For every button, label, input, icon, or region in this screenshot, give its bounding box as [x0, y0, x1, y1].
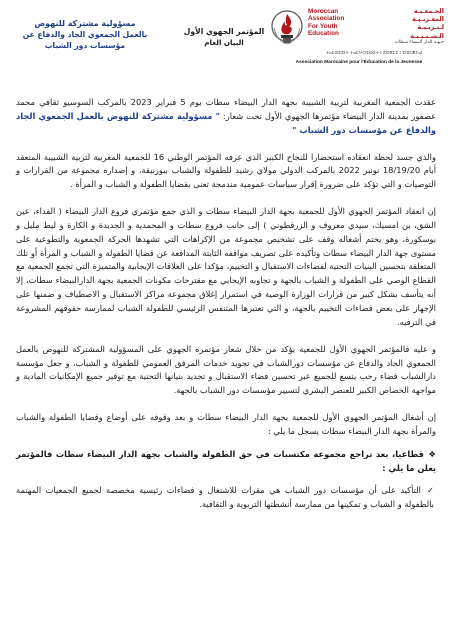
paragraph-diagnosis: إن انعقاد المؤتمر الجهوي الأول للجمعية بجهة الدار البيضاء سطات و الذي جمع مؤتمري فروع الدار البيضاء ( الفداء، عين الشق، بن امسيك، سيدي معروف و الزرقطوني ) إلى جانب فروع سطات و المحمدية و الجديدة و الكارة و ليط مليل و بوسكورة، وهو يختم أشغاله وقف على تشخيص مجموعة من الإكراهات التي تشهدها الحركة الجمعوية والتطوعية على مستوى جهة الدار البيضاء سطات وتأكيده على تصريف مواقفه الثابتة المدافعة عن قضايا الطفولة و الشباب و المرأة أو تلك المتعلقة بتحسين البنيات التحتية لفضاءات الاستقبال و التخييم، مؤكدا على العلاقات الإيجابية والمتميزة التي تجمع الجمعية مع القطاع الوصي على الطفولة و الشباب بالجهة و تجاوبه الإيجابي مع مقترحات مكونات الجمعية بجهة الدارالبيضاء سطات، إلا أنه يتأسف بشكل كبير من قرارات الوزارة الوصية في استمرار إغلاق مجموعة مراكز الاستقبال و الاصطياف و ضمنها على الإجهاز على بعض فضاءات التخييم بالجهة، و التي تعتبرها المتنفس الرئيسي للطفولة الشباب لممارسة حقوقهم المشروعة في الترفيه.: [16, 206, 436, 327]
statement-body: [16, 96, 436, 512]
recommendation-item: [16, 484, 436, 512]
slogan-line-1: مسؤولية مشتركة للنهوض: [34, 19, 136, 28]
sector-bullet: [16, 448, 436, 476]
document-title-block: [180, 26, 268, 48]
logo-tifinagh-name: ⵜⴰⵎⵙⵎⵓⵏⵜ ⵜⴰⵎⵖⵔⵉⴱⵉⵜ ⵏ ⵓⵙⴳⵎⵉ ⵏ ⵉⵏⴻⵎⵥⵢⴰⵏ: [325, 51, 423, 56]
statement-title: البيان العام: [204, 38, 244, 47]
paragraph-intro: [16, 96, 436, 138]
slogan-block: [10, 18, 160, 51]
slogan-line-2: بالعمل الجمعوي الجاد والدفاع عن: [22, 30, 148, 39]
logo-french-name: Association Marocaine pour l'Éducation de la Jeunesse: [295, 60, 423, 65]
logo-region: جـهـة الدار البيضاء سطات: [394, 39, 444, 45]
congress-slogan: " مسؤولية مشتركة للنهوض بالعمل الجمعوي الجاد والدفاع عن مؤسسات دور الشباب ": [16, 110, 436, 135]
logo-english-name: Moroccan Association For Youth Education: [308, 8, 345, 38]
diamond-bullet-icon: ❖: [428, 448, 436, 459]
paragraph-shared-responsibility: و عليه فالمؤتمر الجهوي الأول للجمعية يؤكد من خلال شعار مؤتمره الجهوي على المسؤولية المشتركة للنهوض بالعمل الجمعوي الجاد والدفاع عن مؤسسات دورالشباب في تجويد خدمات المرفق العمومي للطفولة و الشباب، و جعل مؤسسة دارالشباب فضاء رحب ينسع للجميع عبر تحسين فضاء الاستقبال و تجديد بنيانها التحتية مع توفير جميع الإمكانيات المادية و مواجهة الخصاص الكبير للعنصر البشري لتسيير مؤسسات دور الشباب بالجهة.: [16, 343, 436, 396]
checkmark-icon: ✓: [427, 485, 434, 496]
sector-bullet-text: قطاعيا، بعد تراجع مجموعة مكتسبات في حق الطفولة والشباب بجهة الدار البيضاء سطات فالمؤتمر يعلن ما يلي :: [16, 448, 436, 473]
association-logo: [270, 4, 446, 72]
paragraph-context: والذي جسد لحظة انعقاده استحضارا للنجاح الكبير الذي عرفه المؤتمر الوطني 16 للجمعية المغربية لتربية الشبيبة المنعقد أيام 18/19/20 نونبر 2022 بالمركب الدولي مولاي رشيد للطفولة والشباب ببوزنيقة، و إصداره مجموعة من القرارات و التوصيات و التي تؤكد على ضرورة إقرار سياسات عمومية مندمجة تعنى بقضايا الطفولة و الشباب و المرأة .: [16, 151, 436, 190]
intro-text: عقدت الجمعية المغربية لتربية الشبيبة بجهة الدار البيضاء سطات يوم 5 فبراير 2023 بالمركب السوسيو ثقافي محمد عصفور بمدينة الدار البيضاء مؤتمرها الجهوي الأول تحت شعار:: [16, 97, 437, 121]
flame-emblem-icon: [270, 6, 304, 50]
congress-title: المؤتمر الجهوي الأول: [183, 27, 265, 36]
recommendation-text: التأكيد على أن مؤسسات دور الشباب هي مقرات للاشتغال و فضاءات رئيسية مخصصة لجميع الجمعيات المهتمة بالطفولة و الشباب و تمكينها من ممارسة أنشطتها التربوية و الثقافية.: [16, 485, 434, 510]
logo-arabic-name: الجـمعـيـة المغـربـيـة لـتـربـيـة الـشـبـيـبـة جـهـة الدار البيضاء سطات: [384, 7, 444, 46]
letterhead: [0, 2, 452, 72]
slogan-line-3: مؤسسات دور الشباب: [44, 41, 126, 50]
paragraph-findings-intro: إن أشغال المؤتمر الجهوي الأول للجمعية بجهة الدار البيضاء سطات و بعد وقوفه على أوضاع وقضايا الطفولة والشباب والمرأة بجهة الدار البيضاء سطات يسجل ما يلي :: [16, 412, 436, 436]
